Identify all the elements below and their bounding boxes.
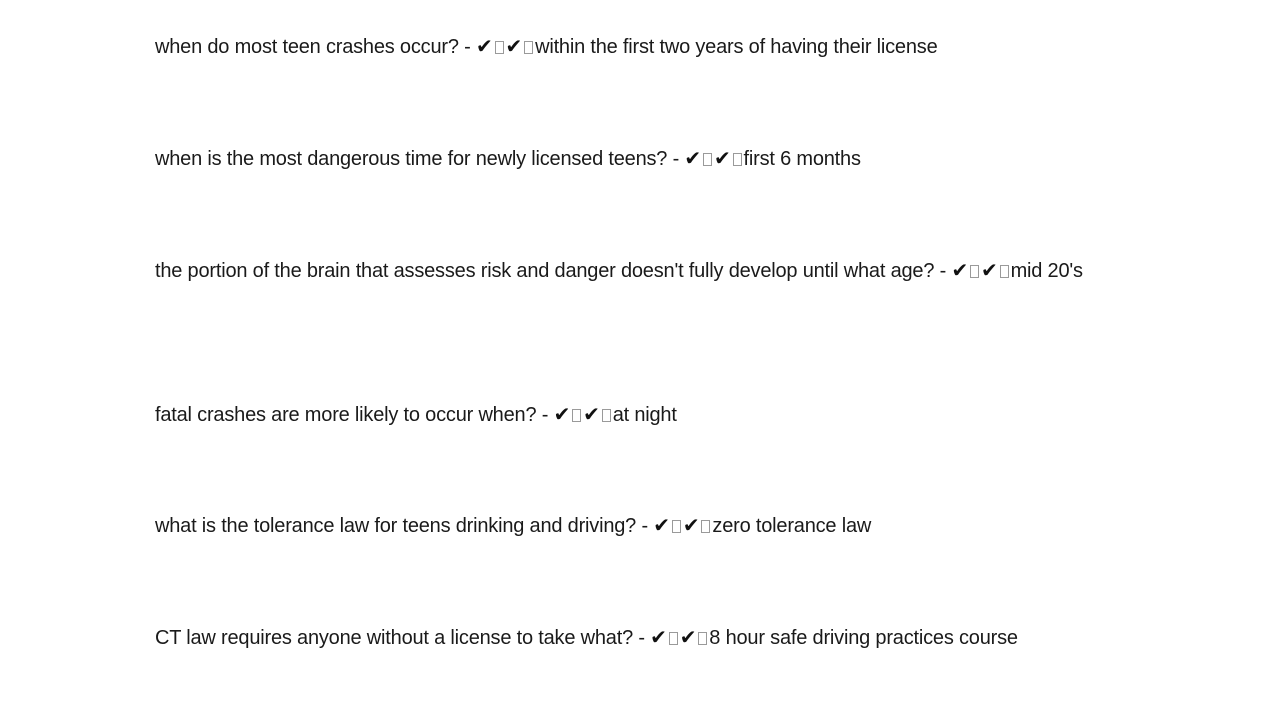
- qa-item: [155, 254, 1115, 288]
- answer-text: zero tolerance law: [712, 515, 872, 537]
- missing-glyph-box-icon: [495, 41, 504, 54]
- checkmark-icon: ✔: [713, 148, 731, 170]
- question-text: the portion of the brain that assesses risk and danger doesn't fully develop until what age? -: [155, 260, 947, 282]
- question-text: CT law requires anyone without a license to take what? -: [155, 627, 645, 649]
- answer-text: first 6 months: [743, 148, 861, 170]
- answer-text: 8 hour safe driving practices course: [709, 627, 1018, 649]
- qa-item: [155, 142, 1155, 176]
- missing-glyph-box-icon: [698, 632, 707, 645]
- answer-text: within the first two years of having their license: [535, 36, 938, 58]
- missing-glyph-box-icon: [733, 153, 742, 166]
- checkmark-icon: ✔: [653, 515, 670, 537]
- question-text: when is the most dangerous time for newly licensed teens? -: [155, 148, 680, 170]
- question-text: when do most teen crashes occur? -: [155, 36, 471, 58]
- checkmark-icon: ✔: [682, 515, 700, 537]
- missing-glyph-box-icon: [672, 520, 681, 533]
- qa-item: [155, 30, 1155, 64]
- missing-glyph-box-icon: [669, 632, 678, 645]
- missing-glyph-box-icon: [524, 41, 533, 54]
- checkmark-icon: ✔: [505, 36, 523, 58]
- checkmark-icon: ✔: [650, 627, 667, 649]
- qa-item: [155, 509, 1155, 543]
- checkmark-icon: ✔: [475, 36, 493, 58]
- checkmark-icon: ✔: [951, 260, 968, 282]
- qa-item: [155, 398, 1155, 432]
- question-text: what is the tolerance law for teens drinking and driving? -: [155, 515, 648, 537]
- checkmark-icon: ✔: [553, 404, 571, 426]
- checkmark-icon: ✔: [684, 148, 701, 170]
- answer-text: mid 20's: [1010, 260, 1083, 282]
- missing-glyph-box-icon: [1000, 265, 1009, 278]
- missing-glyph-box-icon: [970, 265, 979, 278]
- missing-glyph-box-icon: [572, 409, 581, 422]
- checkmark-icon: ✔: [981, 260, 998, 282]
- question-text: fatal crashes are more likely to occur when? -: [155, 404, 549, 426]
- checkmark-icon: ✔: [583, 404, 600, 426]
- checkmark-icon: ✔: [679, 627, 697, 649]
- missing-glyph-box-icon: [602, 409, 611, 422]
- qa-item: [155, 621, 1155, 655]
- missing-glyph-box-icon: [703, 153, 712, 166]
- missing-glyph-box-icon: [701, 520, 710, 533]
- answer-text: at night: [612, 404, 677, 426]
